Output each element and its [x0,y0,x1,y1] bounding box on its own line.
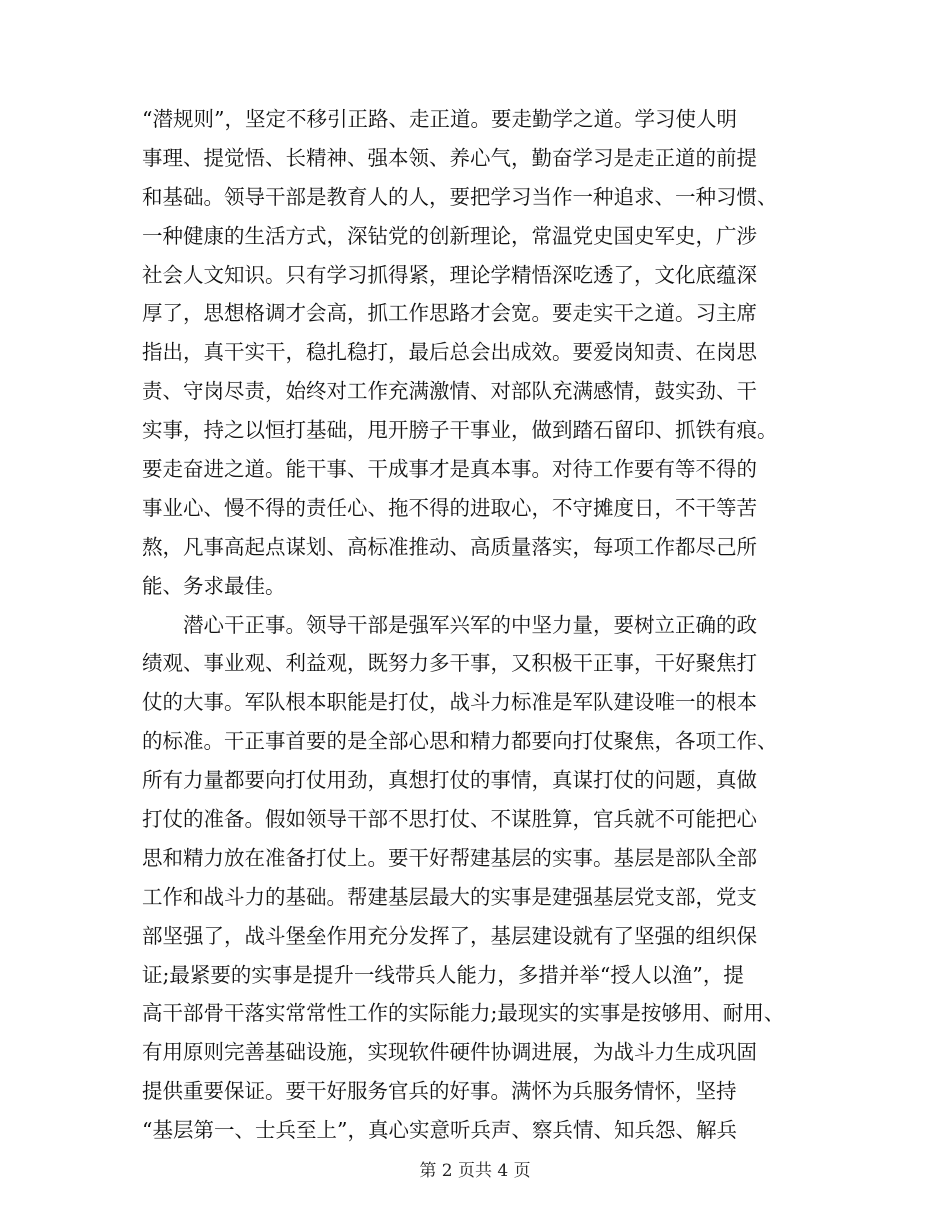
text-line: 潜心干正事。领导干部是强军兴军的中坚力量，要树立正确的政 [142,612,757,637]
text-line: 事理、提觉悟、长精神、强本领、养心气，勤奋学习是走正道的前提 [142,145,757,170]
text-line: 思和精力放在准备打仗上。要干好帮建基层的实事。基层是部队全部 [142,845,757,870]
text-line: 工作和战斗力的基础。帮建基层最大的实事是建强基层党支部，党支 [142,884,757,909]
text-line: 高干部骨干落实常常性工作的实际能力;最现实的实事是按够用、耐用、 [142,1001,785,1026]
page-number-footer: 第 2 页共 4 页 [419,1161,531,1181]
text-line: 绩观、事业观、利益观，既努力多干事，又积极干正事，干好聚焦打 [142,651,757,676]
text-line: 实事，持之以恒打基础，甩开膀子干事业，做到踏石留印、抓铁有痕。 [142,418,778,443]
text-line: “潜规则”，坚定不移引正路、走正道。要走勤学之道。学习使人明 [142,107,737,131]
text-line: 的标准。干正事首要的是全部心思和精力都要向打仗聚焦，各项工作、 [142,729,778,754]
body-text [142,100,822,1150]
text-line: 事业心、慢不得的责任心、拖不得的进取心，不守摊度日，不干等苦 [142,495,757,520]
text-line: 厚了，思想格调才会高，抓工作思路才会宽。要走实干之道。习主席 [142,301,757,326]
text-line: 熬，凡事高起点谋划、高标准推动、高质量落实，每项工作都尽己所 [142,534,757,559]
text-line: 和基础。领导干部是教育人的人，要把学习当作一种追求、一种习惯、 [142,184,778,209]
text-line: 部坚强了，战斗堡垒作用充分发挥了，基层建设就有了坚强的组织保 [142,923,757,948]
text-line: 指出，真干实干，稳扎稳打，最后总会出成效。要爱岗知责、在岗思 [142,340,757,365]
text-line: 社会人文知识。只有学习抓得紧，理论学精悟深吃透了，文化底蕴深 [142,262,757,287]
text-line: 有用原则完善基础设施，实现软件硬件协调进展，为战斗力生成巩固 [142,1040,757,1065]
text-line: 所有力量都要向打仗用劲，真想打仗的事情，真谋打仗的问题，真做 [142,768,757,793]
text-line: 一种健康的生活方式，深钻党的创新理论，常温党史国史军史，广涉 [142,223,757,248]
text-line: 能、务求最佳。 [142,573,286,598]
text-line: 打仗的准备。假如领导干部不思打仗、不谋胜算，官兵就不可能把心 [142,807,757,832]
text-line: 要走奋进之道。能干事、干成事才是真本事。对待工作要有等不得的 [142,457,757,482]
text-line: “基层第一、士兵至上”，真心实意听兵声、察兵情、知兵怨、解兵 [142,1118,737,1143]
text-line: 提供重要保证。要干好服务官兵的好事。满怀为兵服务情怀，坚持 [142,1079,737,1104]
text-line: 仗的大事。军队根本职能是打仗，战斗力标准是军队建设唯一的根本 [142,690,757,715]
text-line: 责、守岗尽责，始终对工作充满激情、对部队充满感情，鼓实劲、干 [142,379,757,404]
text-line: 证;最紧要的实事是提升一线带兵人能力，多措并举“授人以渔”，提 [142,962,744,987]
